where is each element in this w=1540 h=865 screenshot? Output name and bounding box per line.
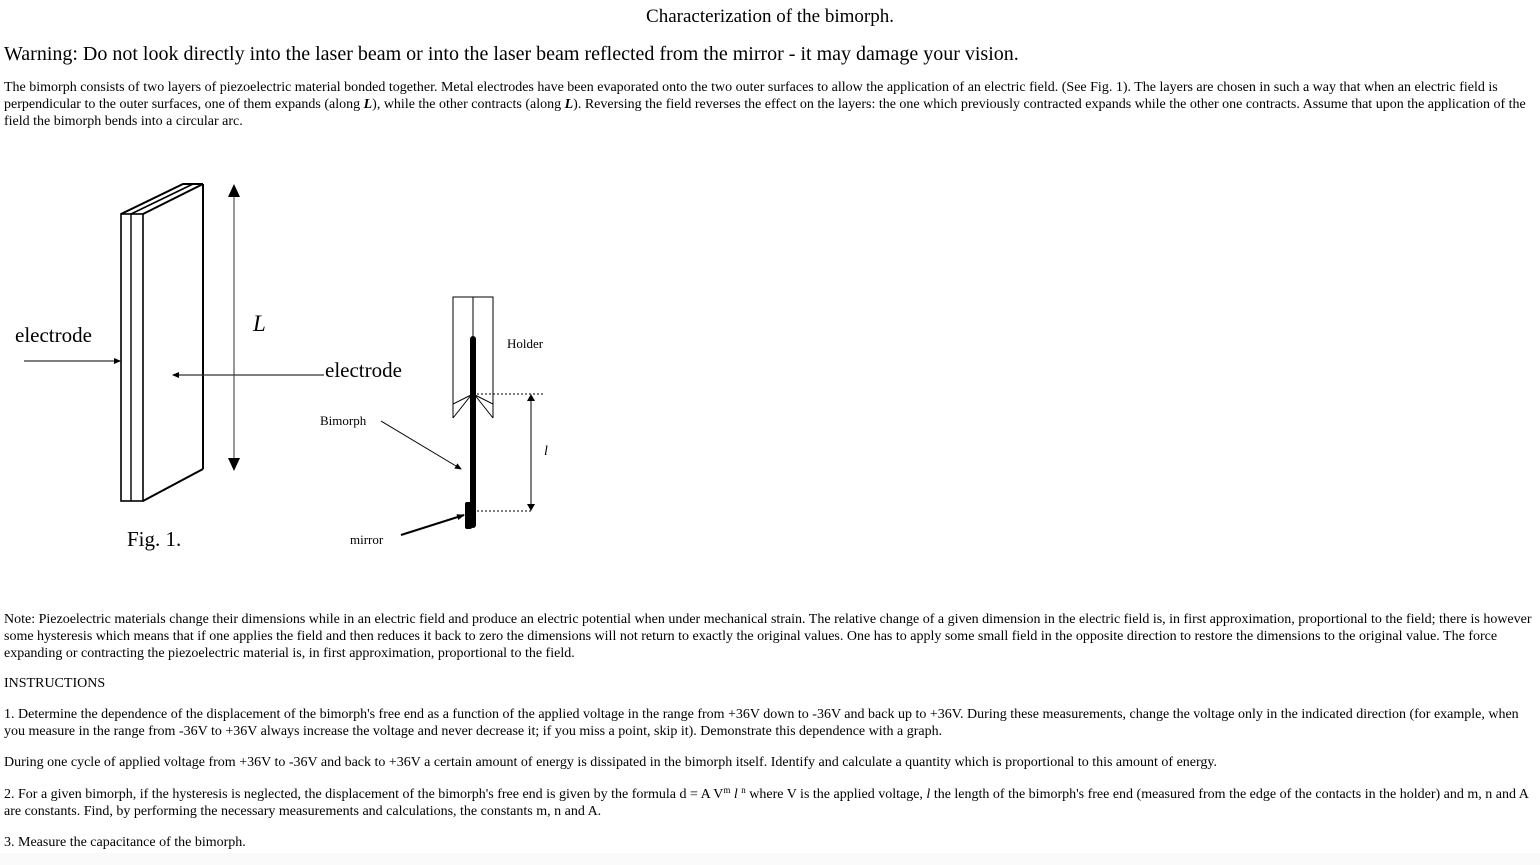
length-symbol-l: l [733, 787, 738, 802]
item2-text-1: 2. For a given bimorph, if the hysteresis is neglected, the displacement of the bimorph's free end is given by the formula d = A V [4, 787, 724, 802]
instruction-item-1: 1. Determine the dependence of the displacement of the bimorph's free end as a function of the applied voltage in the range from +36V down to -36V and back up to +36V. During these measurements, change the voltage only in the indicated direction (for example, when you measure in the range from -36V to +36V always increase the voltage and never decrease it; if you miss a point, skip it). Demonstrate this dependence with a graph. [4, 707, 1519, 739]
item2-text-3: the length of the bimorph's free end (measured from the edge of the contacts in the holder) and m, n and A are constants. Find, by performing the necessary measurements and calculations, the constants m, n and A. [4, 787, 1529, 819]
length-symbol: L [564, 97, 574, 112]
instruction-item-2 [4, 786, 1536, 820]
exponent-m: m [723, 785, 731, 795]
page-bottom-strip [0, 853, 1540, 865]
laser-warning: Warning: Do not look directly into the laser beam or into the laser beam reflected from the mirror - it may damage your vision. [4, 43, 1019, 65]
free-length-label: l [544, 444, 548, 459]
free-length-dimension [477, 394, 545, 511]
mirror-label: mirror [350, 532, 384, 547]
figure-caption: Fig. 1. [127, 527, 182, 551]
energy-dissipation-paragraph: During one cycle of applied voltage from +36V to -36V and back to +36V a certain amount of energy is dissipated in the bimorph itself. Identify and calculate a quantity which is proportional to this amount of energy. [4, 755, 1218, 770]
holder-label: Holder [507, 336, 544, 351]
bimorph-strip [470, 336, 476, 528]
bimorph-plate-drawing [121, 184, 203, 501]
instruction-item-3: 3. Measure the capacitance of the bimorph. [4, 835, 246, 850]
electrode-label-left: electrode [15, 323, 92, 347]
item2-text-2: where V is the applied voltage, [745, 787, 927, 802]
exponent-n: n [741, 785, 746, 795]
note-paragraph: Note: Piezoelectric materials change their dimensions while in an electric field and produce an electric potential when under mechanical strain. The relative change of a given dimension in the electric field is, in first approximation, proportional to the field; there is however some hysteresis which means that if one applies the field and then reduces it back to zero the dimensions will not return to exactly the original values. One has to apply some small field in the opposite direction to restore the dimensions to the original value. The force expanding or contracting the piezoelectric material is, in first approximation, proportional to the field. [4, 612, 1532, 661]
bimorph-pointer-arrow [381, 421, 461, 469]
length-symbol: L [363, 97, 373, 112]
page-title: Characterization of the bimorph. [646, 6, 894, 27]
intro-text-1: The bimorph consists of two layers of piezoelectric material bonded together. Metal electrodes have been evaporated onto the two outer surfaces to allow the application of an electric field. (See Fig. 1). The layers are chosen in such a way that when an electric field is perpendicular to the outer surfaces, one of them expands (along [4, 80, 1498, 112]
intro-paragraph [4, 79, 1534, 130]
intro-text-2: ), while the other contracts (along [372, 97, 565, 112]
length-symbol-l: l [926, 787, 931, 802]
mirror-drawing [465, 502, 472, 529]
bimorph-label: Bimorph [320, 413, 367, 428]
electrode-label-right: electrode [325, 358, 402, 382]
mirror-pointer-arrow [401, 515, 464, 535]
figure-1 [0, 150, 600, 570]
length-label-L: L [253, 311, 266, 336]
instructions-heading: INSTRUCTIONS [4, 676, 106, 691]
length-dimension-arrow [228, 184, 240, 471]
intro-text-3: ). Reversing the field reverses the effect on the layers: the one which previously contracted expands while the other one contracts. Assume that upon the application of the field the bimorph bends into a circular arc. [4, 97, 1526, 129]
